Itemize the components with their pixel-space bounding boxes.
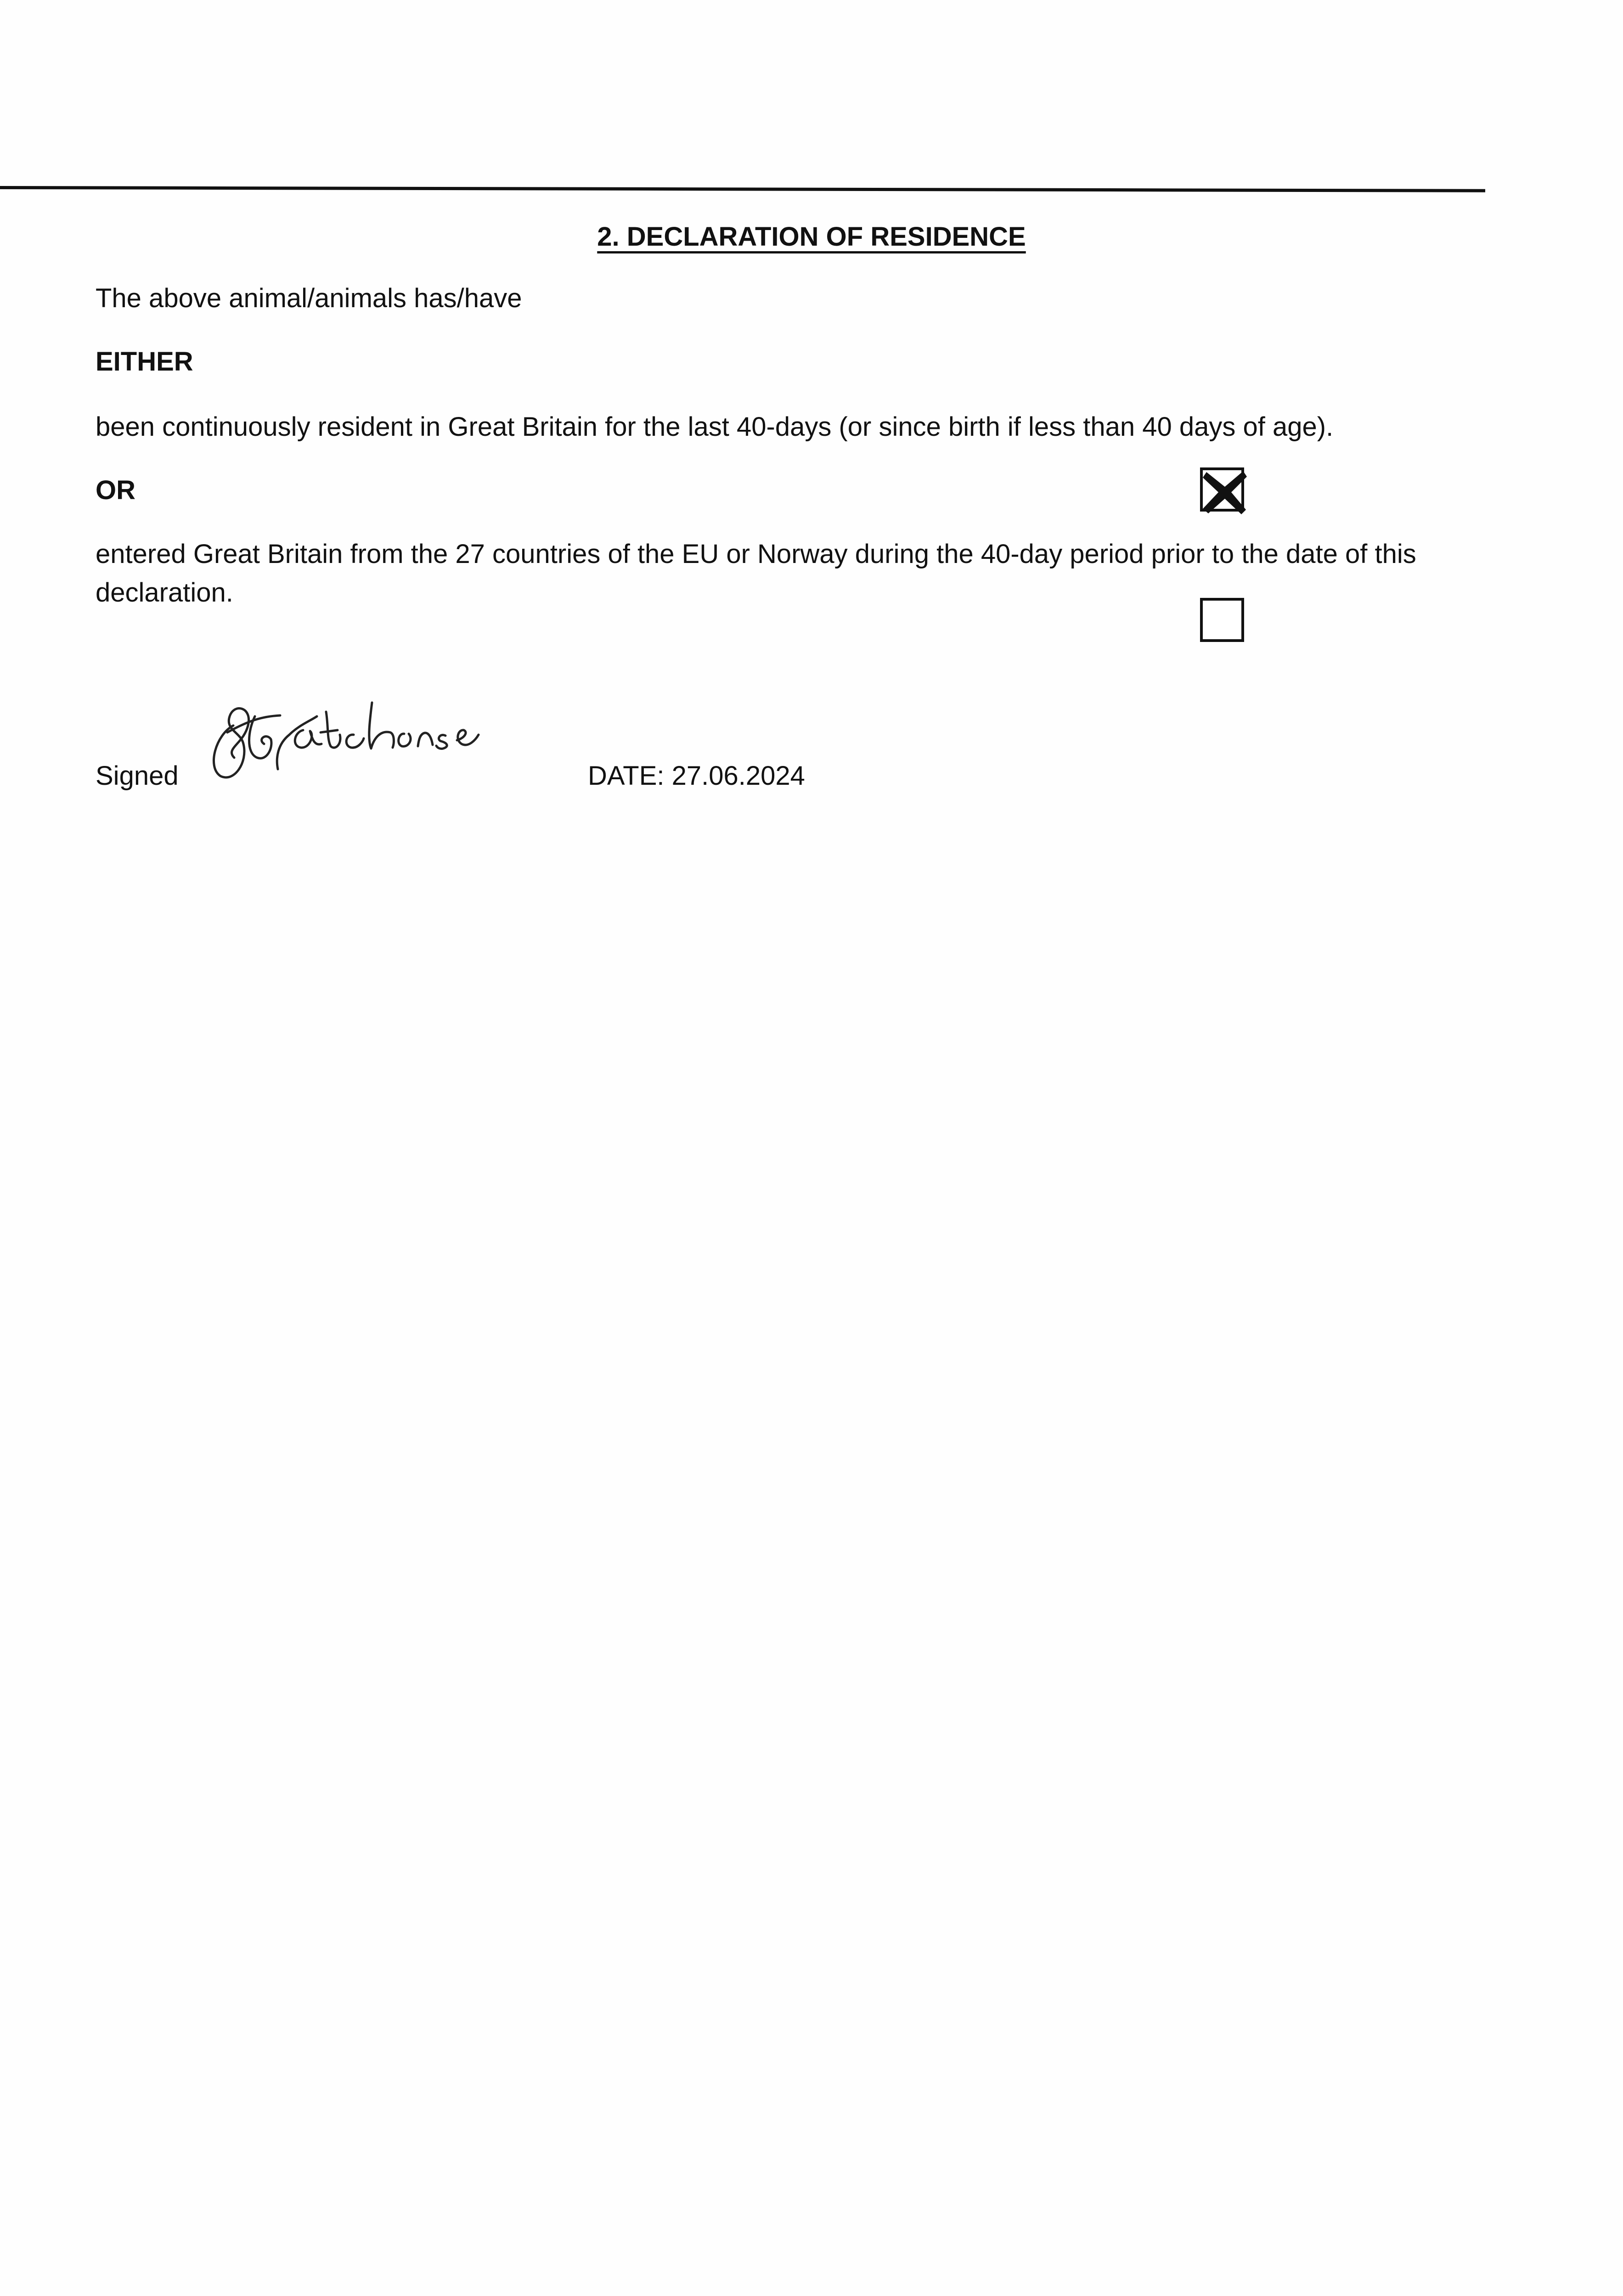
- signed-label: Signed: [96, 761, 179, 791]
- handwritten-signature: [197, 689, 482, 794]
- option-one-text: been continuously resident in Great Britain for the last 40-days (or since birth if less than 40 days of age).: [96, 412, 1334, 442]
- option-one-checkbox[interactable]: [1200, 467, 1244, 512]
- cross-mark-icon: [1198, 466, 1251, 519]
- either-label: EITHER: [96, 347, 193, 377]
- option-two-text: entered Great Britain from the 27 countries of the EU or Norway during the 40-day period prior to the date of this declaration.: [96, 539, 1416, 608]
- page-title: 2. DECLARATION OF RESIDENCE: [597, 222, 1026, 252]
- or-label: OR: [96, 475, 135, 505]
- intro-statement: The above animal/animals has/have: [96, 283, 522, 313]
- top-divider: [0, 186, 1485, 192]
- declaration-date: DATE: 27.06.2024: [588, 761, 805, 791]
- option-two-checkbox[interactable]: [1200, 598, 1244, 642]
